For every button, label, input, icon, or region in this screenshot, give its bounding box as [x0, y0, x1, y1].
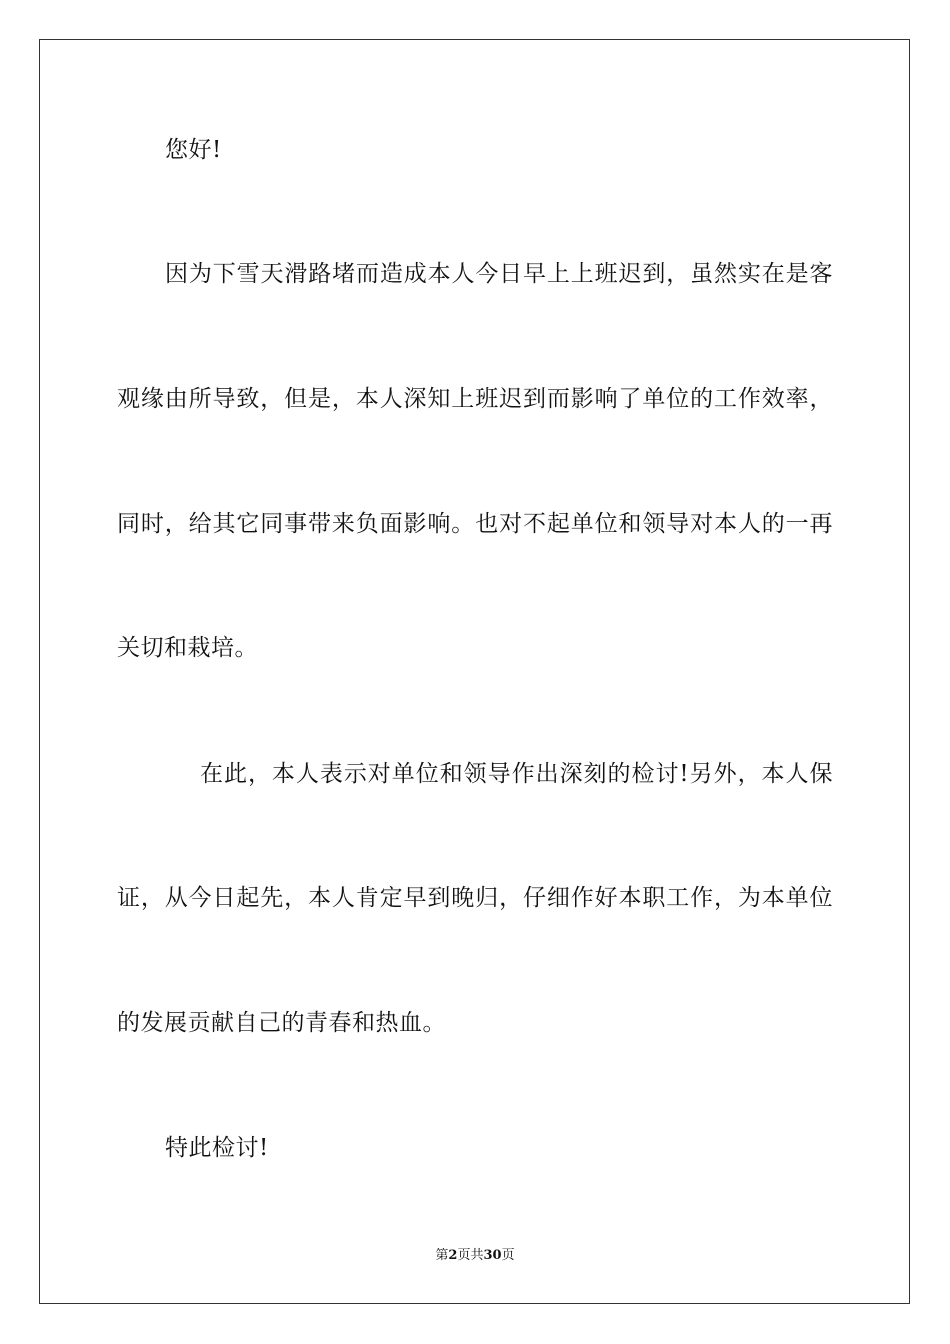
page-footer	[0, 1248, 950, 1264]
paragraph-line: 的发展贡献自己的青春和热血。	[117, 1010, 446, 1036]
page-border	[39, 39, 910, 1304]
paragraph-line: 证，从今日起先，本人肯定早到晚归，仔细作好本职工作，为本单位	[117, 885, 833, 911]
greeting-line: 您好!	[165, 137, 222, 163]
page-suffix: 页	[457, 1248, 471, 1263]
paragraph-line: 同时，给其它同事带来负面影响。也对不起单位和领导对本人的一再	[117, 511, 833, 537]
paragraph-line: 观缘由所导致，但是，本人深知上班迟到而影响了单位的工作效率，	[117, 386, 833, 412]
closing-line: 特此检讨!	[165, 1135, 269, 1161]
page-current: 2	[448, 1248, 458, 1263]
paragraph-line: 关切和栽培。	[117, 635, 258, 661]
total-suffix: 页	[501, 1248, 515, 1263]
paragraph-line: 因为下雪天滑路堵而造成本人今日早上上班迟到，虽然实在是客	[165, 261, 833, 287]
total-prefix: 共	[470, 1248, 484, 1263]
page-prefix: 第	[435, 1248, 449, 1263]
paragraph-line: 在此，本人表示对单位和领导作出深刻的检讨!另外，本人保	[200, 761, 833, 787]
page-total: 30	[483, 1248, 502, 1263]
